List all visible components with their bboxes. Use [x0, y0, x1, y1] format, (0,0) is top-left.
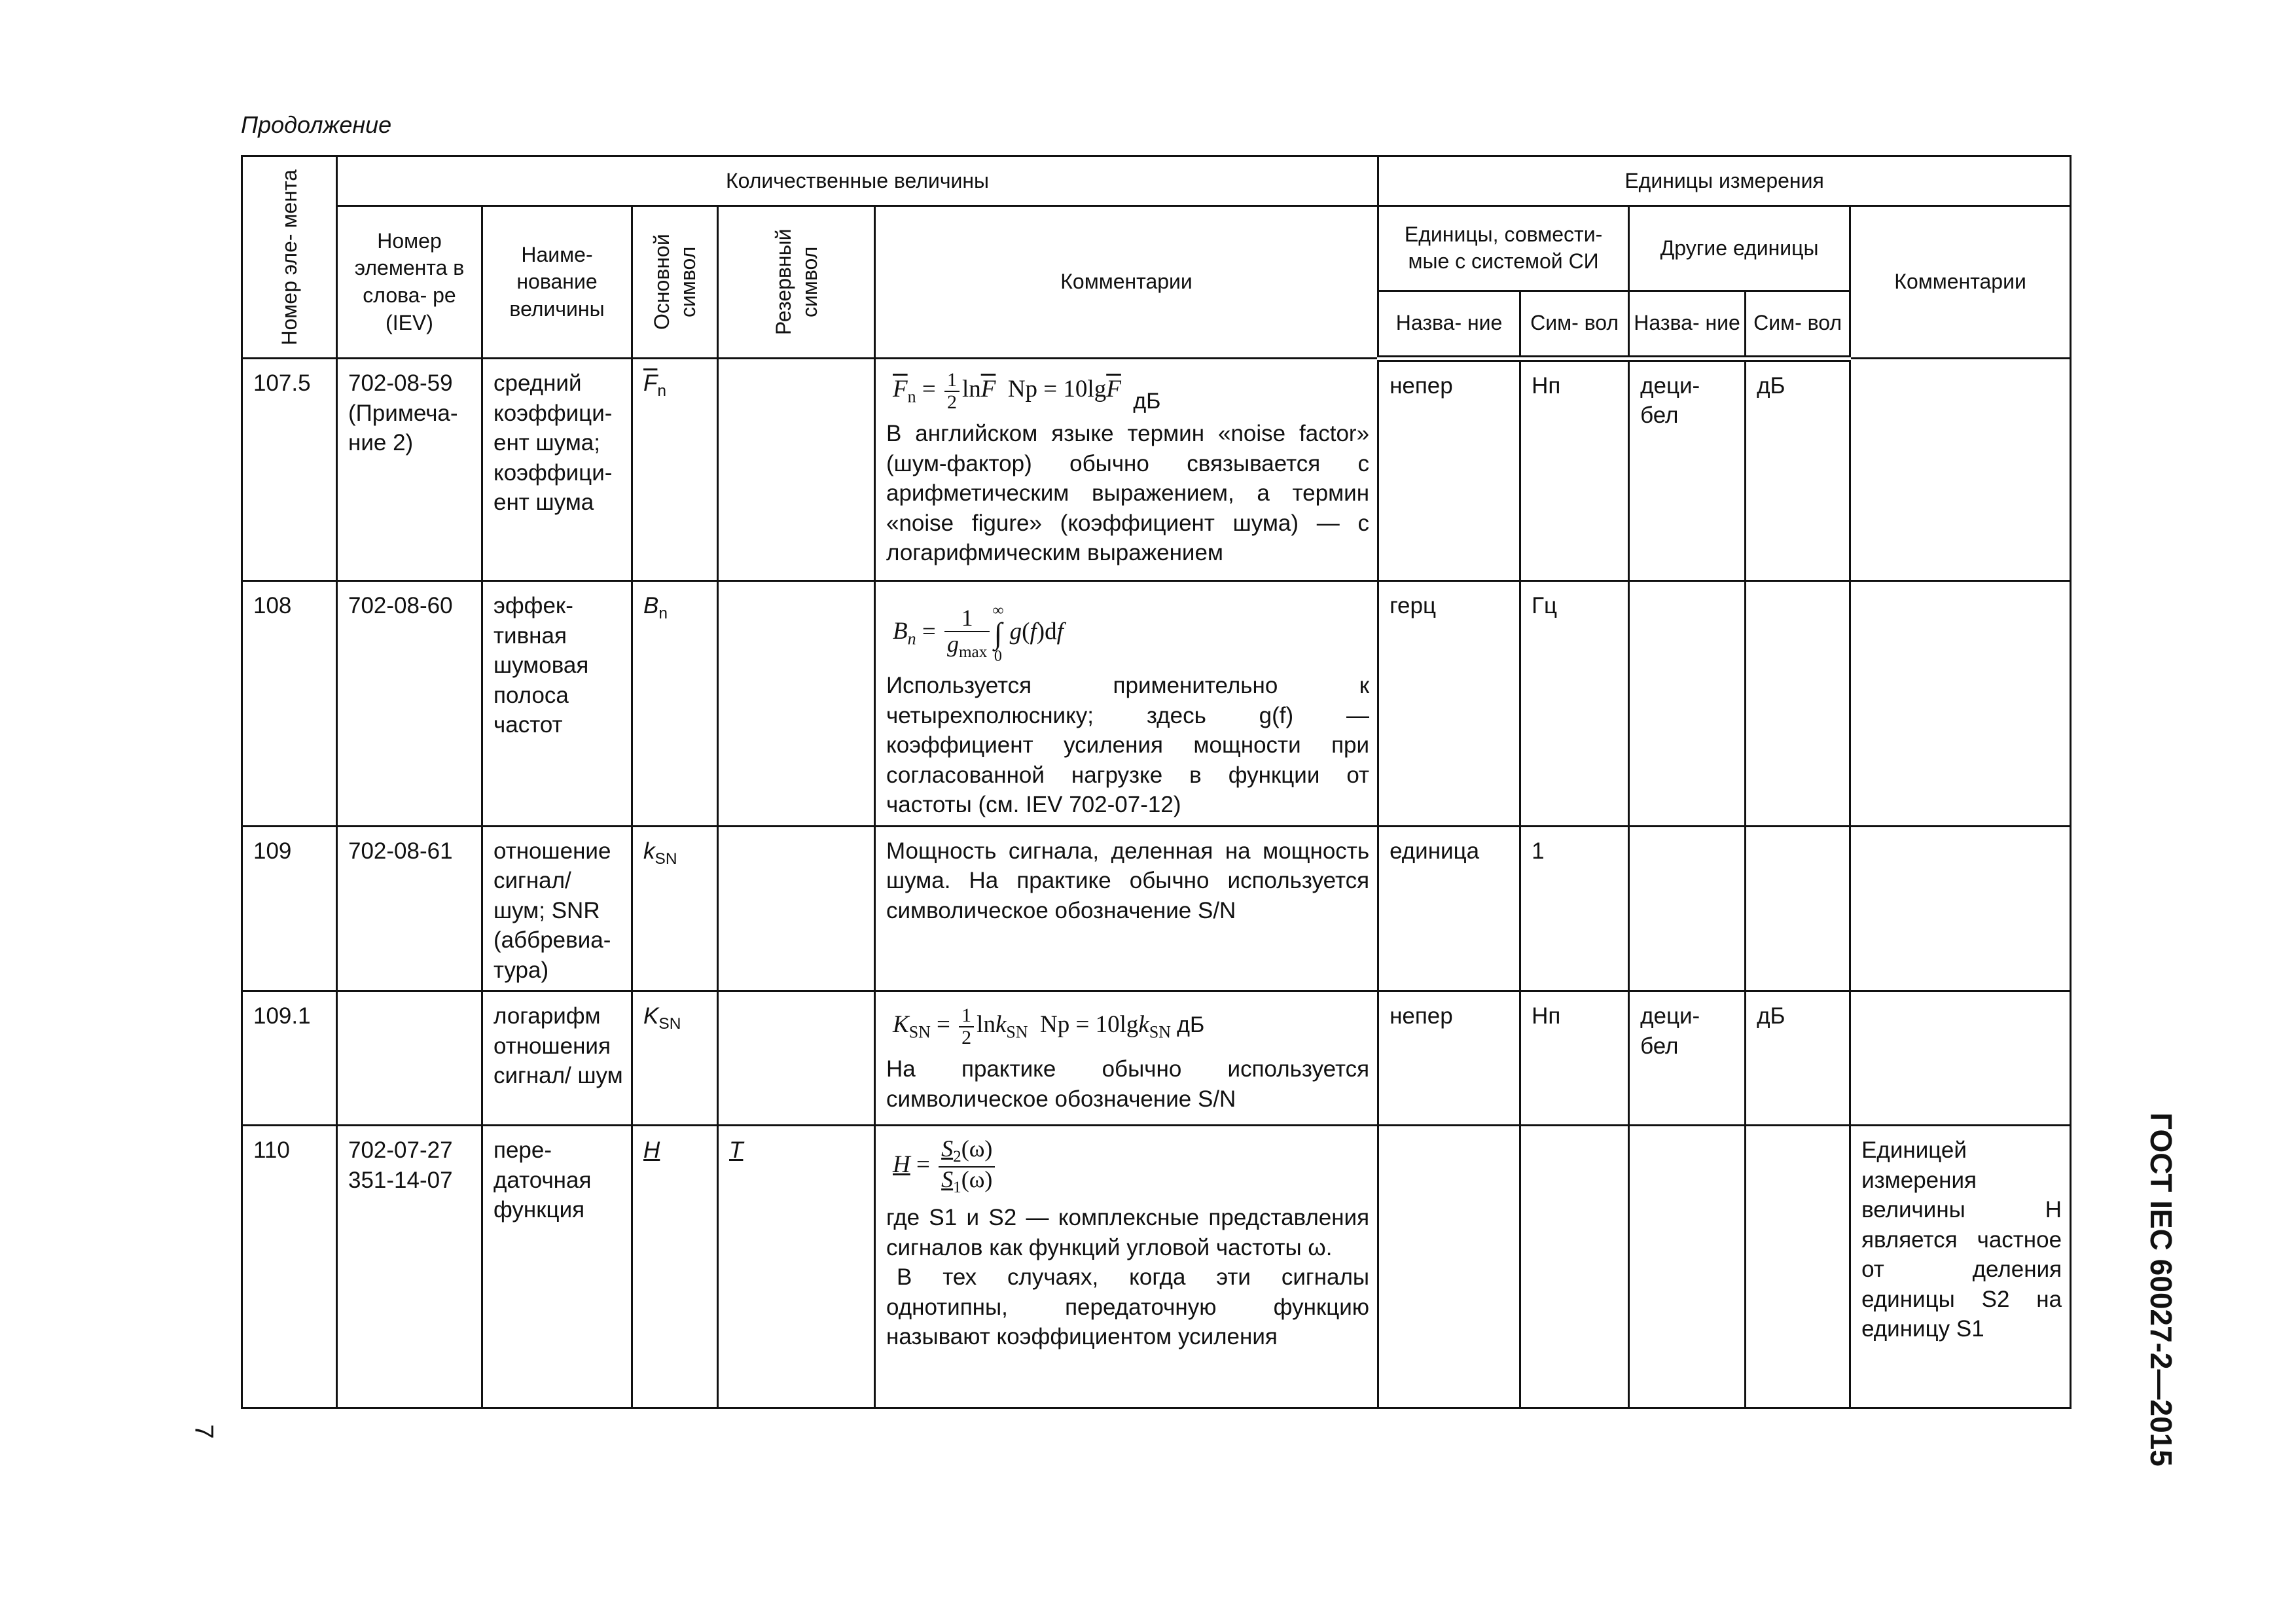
cell-iev-no: 702-07-27 351-14-07: [337, 1126, 482, 1408]
cell-si-symbol: [1520, 1126, 1629, 1408]
cell-other-name: [1629, 1126, 1746, 1408]
header-iev-no: Номер элемента в слова- ре (IEV): [337, 206, 482, 359]
cell-comments: $K_{SN}$ = $\frac{1}{2}$ lnk$_{SN}$ Np = 10lgk$_{SN}$ дБ На практике обычно используется символическое обозначение S/N: [875, 991, 1378, 1126]
cell-quantity-name: эффек- тивная шумовая полоса частот: [482, 581, 632, 827]
cell-comments: $B_n$ = $\frac{1}{g_{max}}$ ∞ ∫ 0 g(f)df Используется применительно к четырехполюснику; здесь g(f) — коэффициент усиления мощности при согласованной нагрузке в функции от частоты (см. IEV 702-07-12): [875, 581, 1378, 827]
cell-si-name: непер: [1378, 359, 1520, 581]
cell-element-no: 108: [242, 581, 337, 827]
cell-iev-no: 702-08-59 (Примеча- ние 2): [337, 359, 482, 581]
table-row: [242, 826, 2071, 991]
header-si-units: Единицы, совмести- мые с системой СИ: [1378, 206, 1629, 291]
document-title: ГОСТ IEC 60027-2—2015: [2144, 1113, 2178, 1467]
cell-quantity-name: логарифм отношения сигнал/ шум: [482, 991, 632, 1126]
cell-other-name: [1629, 826, 1746, 991]
cell-reserve-symbol: [718, 991, 875, 1126]
cell-comments: $\overline{F}_n$ = $\frac{1}{2}$ $\ln\overline{F} Np = 10\lg\overline{F}$ дБ В английском языке термин «noise factor» (шум-фактор) обычно связывается с арифметическим выражением, а термин «noise figure» (коэффициент шума) — с логарифмическим выражением: [875, 359, 1378, 581]
cell-si-symbol: Нп: [1520, 359, 1629, 581]
cell-iev-no: 702-08-60: [337, 581, 482, 827]
cell-si-name: непер: [1378, 991, 1520, 1126]
header-units: Единицы измерения: [1378, 156, 2071, 206]
cell-reserve-symbol: [718, 826, 875, 991]
cell-main-symbol: $k_{SN}$: [632, 826, 718, 991]
cell-quantity-name: отношение сигнал/ шум; SNR (аббревиа- тура): [482, 826, 632, 991]
cell-element-no: 109.1: [242, 991, 337, 1126]
formula-noise-bandwidth: $B_n$ = $\frac{1}{g_{max}}$ ∞ ∫ 0 g(f)df: [893, 602, 1064, 665]
header-si-name: Назва- ние: [1378, 291, 1520, 358]
cell-unit-comment: [1850, 826, 2071, 991]
cell-element-no: 107.5: [242, 359, 337, 581]
cell-other-symbol: дБ: [1746, 359, 1850, 581]
cell-si-symbol: Гц: [1520, 581, 1629, 827]
cell-unit-comment: Единицей измерения величины H является частное от деления единицы S2 на единицу S1: [1850, 1126, 2071, 1408]
header-reserve-symbol: Резервный символ: [718, 206, 875, 359]
header-quantities: Количественные величины: [337, 156, 1378, 206]
cell-reserve-symbol: [718, 359, 875, 581]
cell-other-name: деци- бел: [1629, 359, 1746, 581]
cell-main-symbol: $B_n$: [632, 581, 718, 827]
cell-reserve-symbol: [718, 581, 875, 827]
header-si-symbol: Сим- вол: [1520, 291, 1629, 358]
table-row: [242, 359, 2071, 581]
quantities-units-table: [241, 155, 2072, 1409]
cell-other-name: деци- бел: [1629, 991, 1746, 1126]
formula-noise-factor: $\overline{F}_n$ = $\frac{1}{2}$ $\ln\overline{F} Np = 10\lg\overline{F}$ дБ: [893, 369, 1161, 414]
cell-iev-no: 702-08-61: [337, 826, 482, 991]
cell-other-symbol: дБ: [1746, 991, 1850, 1126]
header-element-no: Номер эле- мента: [242, 156, 337, 359]
cell-other-symbol: [1746, 826, 1850, 991]
header-units-comments: Комментарии: [1850, 206, 2071, 359]
cell-si-symbol: 1: [1520, 826, 1629, 991]
cell-main-symbol: $\overline{F}_n$: [632, 359, 718, 581]
header-main-symbol: Основной символ: [632, 206, 718, 359]
cell-unit-comment: [1850, 991, 2071, 1126]
cell-si-symbol: Нп: [1520, 991, 1629, 1126]
cell-other-symbol: [1746, 581, 1850, 827]
page-number: 7: [189, 1424, 219, 1439]
cell-unit-comment: [1850, 359, 2071, 581]
table-row: [242, 581, 2071, 827]
cell-main-symbol: $K_{SN}$: [632, 991, 718, 1126]
table-row: [242, 991, 2071, 1126]
cell-si-name: [1378, 1126, 1520, 1408]
header-other-symbol: Сим- вол: [1746, 291, 1850, 358]
continuation-label: Продолжение: [241, 111, 392, 138]
cell-quantity-name: пере- даточная функция: [482, 1126, 632, 1408]
cell-other-name: [1629, 581, 1746, 827]
cell-other-symbol: [1746, 1126, 1850, 1408]
formula-snr-log: $K_{SN}$ = $\frac{1}{2}$ lnk$_{SN}$ Np = 10lgk$_{SN}$ дБ: [893, 1005, 1205, 1048]
cell-si-name: единица: [1378, 826, 1520, 991]
header-comments: Комментарии: [875, 206, 1378, 359]
header-quantity-name: Наиме- нование величины: [482, 206, 632, 359]
cell-quantity-name: средний коэффици- ент шума; коэффици- ент шума: [482, 359, 632, 581]
cell-reserve-symbol: T: [718, 1126, 875, 1408]
cell-comments: Мощность сигнала, деленная на мощность шума. На практике обычно используется символическое обозначение S/N: [875, 826, 1378, 991]
header-other-units: Другие единицы: [1629, 206, 1850, 291]
cell-main-symbol: H: [632, 1126, 718, 1408]
cell-unit-comment: [1850, 581, 2071, 827]
table-row: [242, 1126, 2071, 1408]
cell-element-no: 109: [242, 826, 337, 991]
formula-transfer-function: H = $\frac{S_2(\omega)}{S_1(\omega)}$: [893, 1137, 1369, 1196]
cell-si-name: герц: [1378, 581, 1520, 827]
cell-iev-no: [337, 991, 482, 1126]
cell-comments: H = $\frac{S_2(\omega)}{S_1(\omega)}$ где S1 и S2 — комплексные представления сигналов как функций угловой частоты ω. В тех случаях, когда эти сигналы однотипны, передаточную функцию называют коэффициентом усиления: [875, 1126, 1378, 1408]
cell-element-no: 110: [242, 1126, 337, 1408]
header-other-name: Назва- ние: [1629, 291, 1746, 358]
